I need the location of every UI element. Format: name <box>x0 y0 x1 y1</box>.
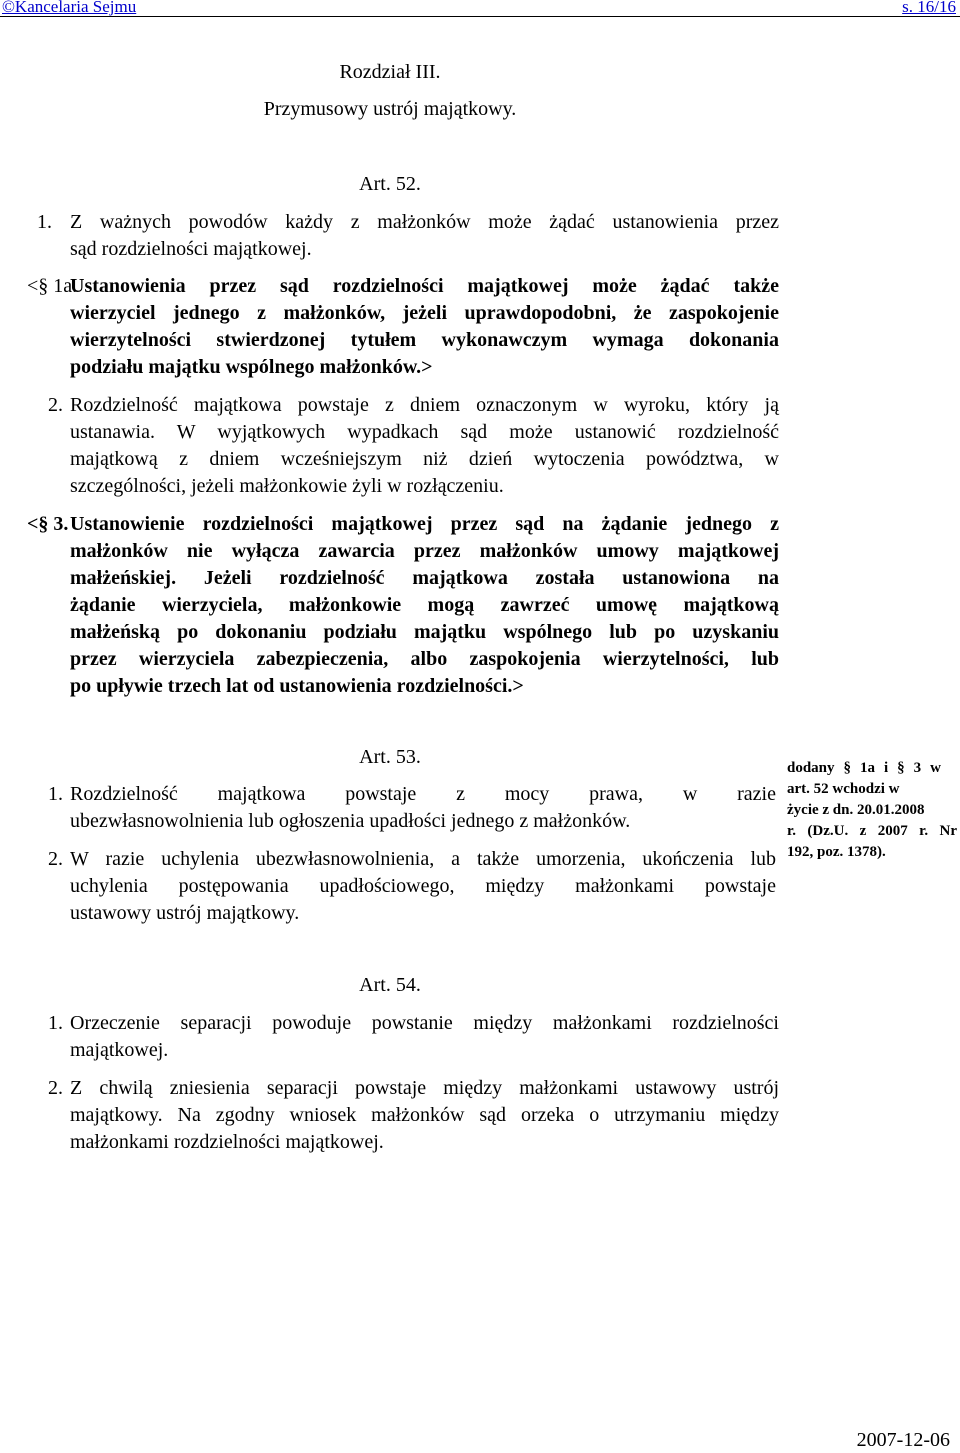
chapter-title: Rozdział III. <box>339 61 441 83</box>
paragraph-line: Ustanowienia przez sąd rozdzielności majątkowej może żądać także <box>70 275 779 297</box>
paragraph-number: 1. <box>48 783 63 805</box>
margin-note-line: r. (Dz.U. z 2007 r. Nr <box>787 823 957 839</box>
paragraph-line: sąd rozdzielności majątkowej. <box>70 238 312 260</box>
paragraph-line: Z ważnych powodów każdy z małżonków może żądać ustanowienia przez <box>70 211 779 233</box>
paragraph-line: W razie uchylenia ubezwłasnowolnienia, a także umorzenia, ukończenia lub <box>70 848 776 870</box>
paragraph-line: małżonków nie wyłącza zawarcia przez małżonków umowy majątkowej <box>70 540 779 562</box>
paragraph-number: 1. <box>48 1012 63 1034</box>
paragraph-line: podziału majątku wspólnego małżonków.> <box>70 356 433 378</box>
paragraph-line: małżeńską po dokonaniu podziału majątku wspólnego lub po uzyskaniu <box>70 621 779 643</box>
paragraph-line: ustawowy ustrój majątkowy. <box>70 902 300 924</box>
art-54-heading: Art. 54. <box>359 974 421 996</box>
paragraph-line: majątkową z dniem wcześniejszym niż dzień wytoczenia powództwa, w <box>70 448 779 470</box>
paragraph-line: po upływie trzech lat od ustanowienia rozdzielności.> <box>70 675 524 697</box>
margin-note-line: art. 52 wchodzi w <box>787 781 900 797</box>
paragraph-line: żądanie wierzyciela, małżonkowie mogą zawrzeć umowę majątkową <box>70 594 779 616</box>
art-52-heading: Art. 52. <box>359 173 421 195</box>
paragraph-line: Orzeczenie separacji powoduje powstanie między małżonkami rozdzielności <box>70 1012 779 1034</box>
paragraph-line: szczególności, jeżeli małżonkowie żyli w rozłączeniu. <box>70 475 504 497</box>
paragraph-line: Z chwilą zniesienia separacji powstaje między małżonkami ustawowy ustrój <box>70 1077 779 1099</box>
art-53-heading: Art. 53. <box>359 746 421 768</box>
paragraph-line: Rozdzielność majątkowa powstaje z dniem oznaczonym w wyroku, który ją <box>70 394 779 416</box>
paragraph-number: <§ 3. <box>27 513 69 535</box>
paragraph-line: wierzyciel jednego z małżonków, jeżeli uprawdopodobni, że zaspokojenie <box>70 302 779 324</box>
page-number-link[interactable]: s. 16/16 <box>902 0 956 16</box>
margin-note-line: 192, poz. 1378). <box>787 844 886 860</box>
paragraph-number: 2. <box>48 848 63 870</box>
paragraph-number: <§ 1a. <box>27 275 78 297</box>
paragraph-line: małżonkami rozdzielności majątkowej. <box>70 1131 384 1153</box>
paragraph-number: 2. <box>48 394 63 416</box>
paragraph-line: małżeńskiej. Jeżeli rozdzielność majątkowa została ustanowiona na <box>70 567 779 589</box>
chapter-subtitle: Przymusowy ustrój majątkowy. <box>263 98 517 120</box>
paragraph-number: 2. <box>48 1077 63 1099</box>
paragraph-line: przez wierzyciela zabezpieczenia, albo zaspokojenia wierzytelności, lub <box>70 648 779 670</box>
paragraph-line: ustanawia. W wyjątkowych wypadkach sąd może ustanowić rozdzielność <box>70 421 779 443</box>
paragraph-line: Rozdzielność majątkowa powstaje z mocy prawa, w razie <box>70 783 776 805</box>
copyright-link[interactable]: ©Kancelaria Sejmu <box>2 0 137 16</box>
paragraph-line: uchylenia postępowania upadłościowego, między małżonkami powstaje <box>70 875 776 897</box>
paragraph-line: majątkowy. Na zgodny wniosek małżonków sąd orzeka o utrzymaniu między <box>70 1104 779 1126</box>
paragraph-line: ubezwłasnowolnienia lub ogłoszenia upadłości jednego z małżonków. <box>70 810 631 832</box>
margin-note-line: dodany § 1a i § 3 w <box>787 760 941 776</box>
margin-note-line: życie z dn. 20.01.2008 <box>787 802 925 818</box>
footer-date: 2007-12-06 <box>856 1429 950 1451</box>
paragraph-line: majątkowej. <box>70 1039 169 1061</box>
paragraph-number: 1. <box>37 211 52 233</box>
paragraph-line: wierzytelności stwierdzonej tytułem wykonawczym wymaga dokonania <box>70 329 779 351</box>
page-header <box>0 0 960 17</box>
paragraph-line: Ustanowienie rozdzielności majątkowej przez sąd na żądanie jednego z <box>70 513 779 535</box>
